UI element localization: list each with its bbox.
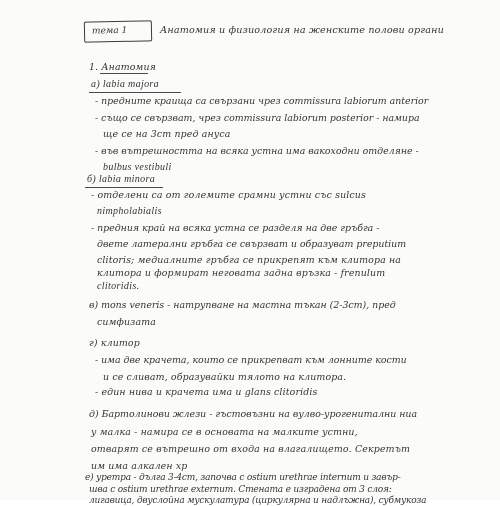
subsection-heading: б) labia minora bbox=[87, 174, 156, 185]
topic-label-box bbox=[84, 20, 152, 42]
note-line: шва с ostium urethrae externum. Стената е изградена от 3 слоя: bbox=[89, 485, 392, 495]
note-line: у малка - намира се в основата на малките устни, bbox=[91, 427, 358, 438]
section-heading: 1. Анатомия bbox=[89, 62, 156, 73]
note-line: - отделени са от големите срамни устни със sulcus bbox=[91, 190, 366, 201]
note-line: - във вътрешността на всяка устна има вакоходни отделяне - bbox=[95, 146, 419, 157]
subsection-heading: е) уретра - дълга 3-4cm, започва с ostium urethrae internum и завър- bbox=[85, 473, 401, 483]
note-line: и се сливат, образувайки тялото на клитора. bbox=[103, 372, 347, 383]
note-line: - един нива и крачета има и glans clitoridis bbox=[95, 387, 318, 398]
note-line: клитора и формират неговата задна връзка - frenulum bbox=[97, 268, 386, 279]
note-line: - предния край на всяка устна се разделя на две гръбга - bbox=[91, 223, 380, 234]
subheading-underline bbox=[89, 92, 181, 93]
note-line: clitoris; медиалните гръбга се прикрепят към клитора на bbox=[97, 255, 402, 266]
note-line: - има две крачета, които се прикрепват към лонните кости bbox=[95, 355, 407, 366]
note-line: - също се свързват, чрез commissura labiorum posterior - намира bbox=[95, 113, 420, 124]
subsection-heading: в) mons veneris - натрупване на мастна тъкан (2-3cm), пред bbox=[89, 300, 396, 311]
subheading-underline bbox=[85, 187, 163, 188]
note-line: clitoridis. bbox=[97, 281, 140, 292]
note-line: отварят се вътрешно от входа на влагалището. Секретът bbox=[91, 444, 411, 455]
note-line: ще се на 3cm пред ануса bbox=[103, 129, 231, 140]
note-line: симфизата bbox=[97, 317, 156, 328]
note-line: nimpholabialis bbox=[97, 206, 162, 217]
topic-label: тема 1 bbox=[91, 25, 128, 37]
topic-title: Анатомия и физиология на женските полови органи bbox=[160, 25, 444, 36]
note-line: лигавица, двуслойна мускулатура (циркулярна и надлъжна), субмукоза bbox=[89, 496, 427, 506]
note-line: двете латерални гръбга се свързват и образуват preputium bbox=[97, 239, 407, 250]
subsection-heading: г) клитор bbox=[89, 338, 140, 349]
subsection-heading: д) Бартолинови жлези - гъстовъзни на вулво-урогенитални ниа bbox=[89, 409, 418, 420]
heading-underline bbox=[100, 73, 148, 74]
note-line: им има алкален хр bbox=[91, 461, 188, 472]
note-line: - предните краища са свързани чрез commissura labiorum anterior bbox=[95, 96, 429, 107]
note-line: bulbus vestibuli bbox=[103, 162, 172, 173]
subsection-heading: а) labia majora bbox=[91, 79, 160, 90]
